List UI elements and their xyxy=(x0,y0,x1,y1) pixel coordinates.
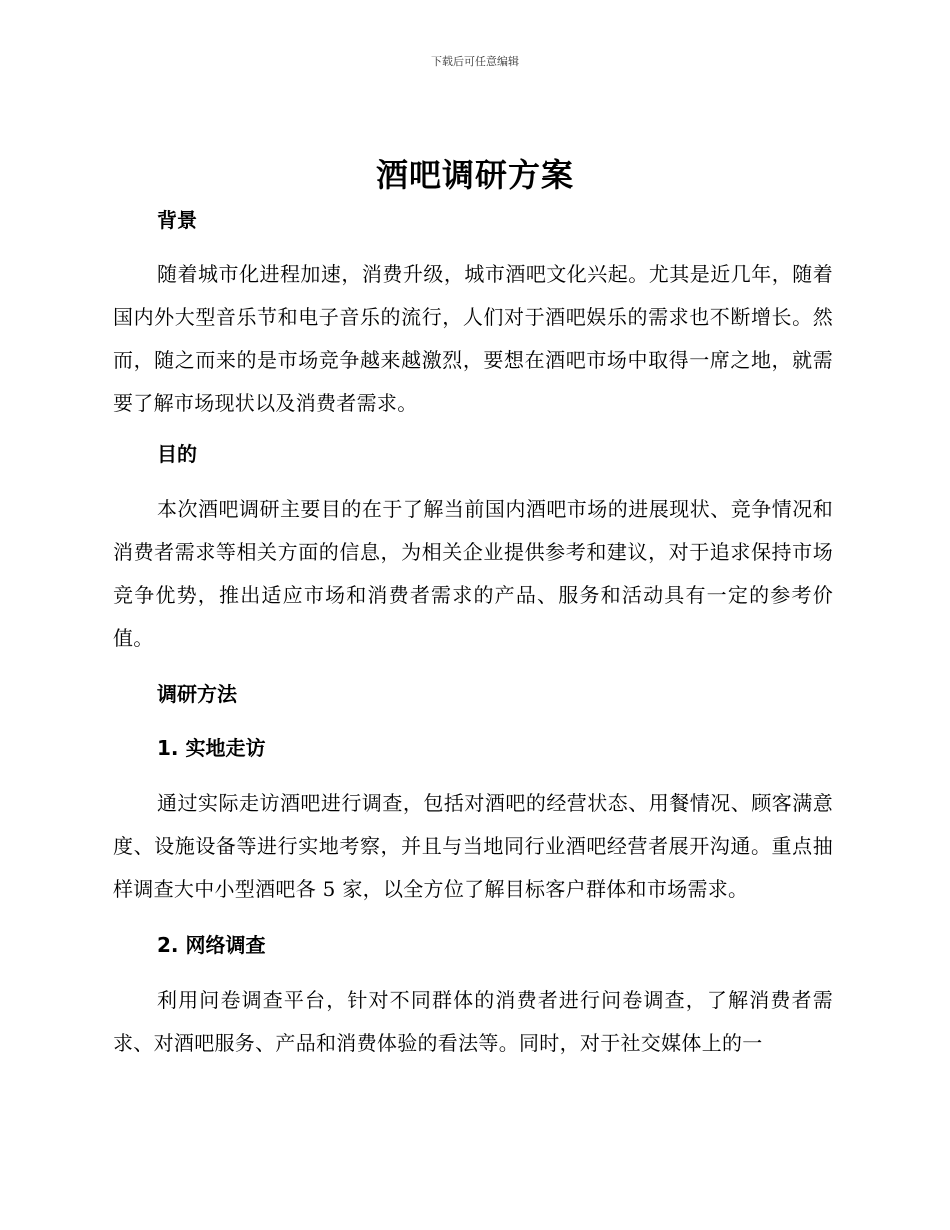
paragraph-purpose: 本次酒吧调研主要目的在于了解当前国内酒吧市场的进展现状、竞争情况和消费者需求等相关方面的信息，为相关企业提供参考和建议，对于追求保持市场竞争优势，推出适应市场和消费者需求的产品、服务和活动具有一定的参考价值。 xyxy=(113,497,833,650)
paragraph-online-survey: 利用问卷调查平台，针对不同群体的消费者进行问卷调查，了解消费者需求、对酒吧服务、产品和消费体验的看法等。同时，对于社交媒体上的一 xyxy=(113,988,833,1055)
document-title: 酒吧调研方案 xyxy=(375,156,574,194)
document-body xyxy=(113,202,833,1065)
paragraph-field-visit: 通过实际走访酒吧进行调查，包括对酒吧的经营状态、用餐情况、顾客满意度、设施设备等进行实地考察，并且与当地同行业酒吧经营者展开沟通。重点抽样调查大中小型酒吧各 5 家，以全方位了解目标客户群体和市场需求。 xyxy=(113,791,833,901)
section-heading-methods: 调研方法 xyxy=(157,682,237,706)
subheading-field-visit: 1. 实地走访 xyxy=(157,736,266,760)
section-heading-purpose: 目的 xyxy=(157,442,197,466)
paragraph-background: 随着城市化进程加速，消费升级，城市酒吧文化兴起。尤其是近几年，随着国内外大型音乐节和电子音乐的流行，人们对于酒吧娱乐的需求也不断增长。然而，随之而来的是市场竞争越来越激烈，要想在酒吧市场中取得一席之地，就需要了解市场现状以及消费者需求。 xyxy=(113,262,833,415)
header-note: 下载后可任意编辑 xyxy=(431,55,519,68)
section-heading-background: 背景 xyxy=(157,208,197,232)
subheading-online-survey: 2. 网络调查 xyxy=(157,933,266,957)
